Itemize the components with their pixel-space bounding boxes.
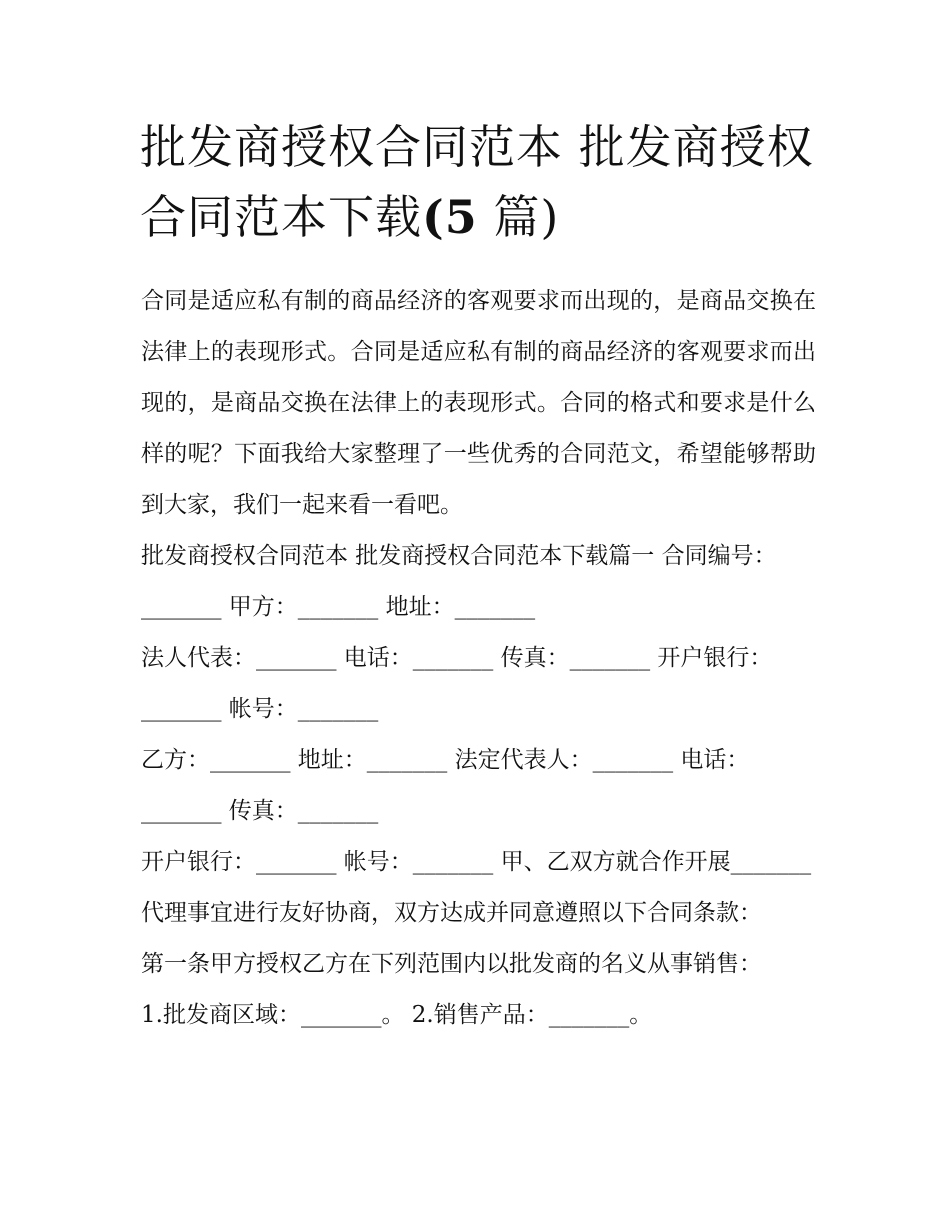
title-text: 批发商授权合同范本 批发商授权合同范本下载 [140,120,814,244]
bank-account-paragraph: 开户银行：_______ 帐号：_______ 甲、乙双方就合作开展_______代理事宜进行友好协商，双方达成并同意遵照以下合同条款： [141,849,812,926]
document-body [141,276,816,1041]
intro-paragraph: 合同是适应私有制的商品经济的客观要求而出现的，是商品交换在法律上的表现形式。合同是适应私有制的商品经济的客观要求而出现的，是商品交换在法律上的表现形式。合同的格式和要求是什么样的呢？下面我给大家整理了一些优秀的合同范文，希望能够帮助到大家，我们一起来看一看吧。 [141,288,816,518]
article-one-paragraph: 第一条甲方授权乙方在下列范围内以批发商的名义从事销售： [141,951,762,977]
contract-party-a-paragraph: 批发商授权合同范本 批发商授权合同范本下载篇一 合同编号：_______ 甲方：_______ 地址：_______ [141,543,777,620]
title-suffix: 篇) [477,190,560,244]
contract-party-b-paragraph: 乙方：_______ 地址：_______ 法定代表人：_______ 电话：_______ 传真：_______ [141,747,750,824]
region-product-paragraph: 1.批发商区域：_______。 2.销售产品：_______。 [141,1002,653,1028]
title-count: (5 [422,190,478,244]
document-title [140,112,820,252]
legal-representative-paragraph: 法人代表：_______ 电话：_______ 传真：_______ 开户银行：_______ 帐号：_______ [141,645,773,722]
